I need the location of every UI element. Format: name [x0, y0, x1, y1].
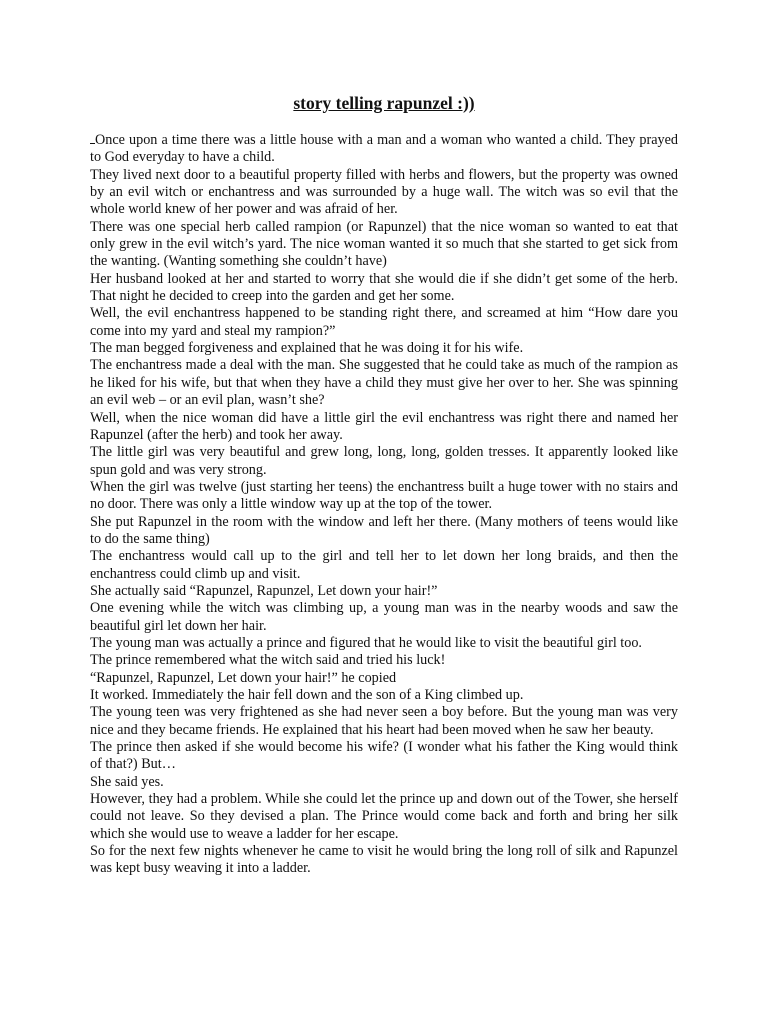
document-title: story telling rapunzel :)) [293, 93, 475, 113]
paragraph: She put Rapunzel in the room with the window and left her there. (Many mothers of teens would like to do the same thing) [90, 513, 678, 547]
paragraph [90, 131, 678, 167]
paragraph: She actually said “Rapunzel, Rapunzel, Let down your hair!” [90, 582, 438, 599]
paragraph: They lived next door to a beautiful property filled with herbs and flowers, but the property was owned by an evil witch or enchantress and was surrounded by a huge wall. The witch was so evil that the whole world knew of her power and was afraid of her. [90, 166, 678, 218]
paragraph: She said yes. [90, 773, 164, 790]
paragraph: The enchantress would call up to the girl and tell her to let down her long braids, and then the enchantress could climb up and visit. [90, 548, 678, 582]
paragraph: When the girl was twelve (just starting her teens) the enchantress built a huge tower with no stairs and no door. There was only a little window way up at the top of the tower. [90, 478, 678, 513]
paragraph: It worked. Immediately the hair fell down and the son of a King climbed up. [90, 687, 524, 703]
document-body [90, 131, 678, 878]
paragraph: The young teen was very frightened as she had never seen a boy before. But the young man was very nice and they became friends. He explained that his heart had been moved when he saw her beauty. [90, 704, 678, 738]
paragraph: The little girl was very beautiful and grew long, long, long, golden tresses. It apparently looked like spun gold and was very strong. [90, 444, 678, 478]
paragraph: The young man was actually a prince and figured that he would like to visit the beautiful girl too. [90, 634, 642, 651]
paragraph: Well, the evil enchantress happened to be standing right there, and screamed at him “How dare you come into my yard and steal my rampion?” [90, 305, 678, 339]
paragraph: One evening while the witch was climbing up, a young man was in the nearby woods and saw the beautiful girl let down her hair. [90, 600, 678, 634]
paragraph: The prince remembered what the witch said and tried his luck! [90, 652, 446, 669]
paragraph: However, they had a problem. While she could let the prince up and down out of the Tower, she herself could not leave. So they devised a plan. The Prince would come back and forth and bring her silk which she would use to weave a ladder for her escape. [90, 791, 678, 842]
paragraph: The man begged forgiveness and explained that he was doing it for his wife. [90, 340, 524, 357]
paragraph: “Rapunzel, Rapunzel, Let down your hair!” he copied [90, 669, 397, 686]
paragraph: There was one special herb called rampion (or Rapunzel) that the nice woman so wanted to eat that only grew in the evil witch’s yard. The nice woman wanted it so much that she started to get sick from the wanting. (Wanting something she couldn’t have) [90, 218, 678, 270]
paragraph: Well, when the nice woman did have a little girl the evil enchantress was right there and named her Rapunzel (after the herb) and took her away. [90, 409, 678, 443]
paragraph: Her husband looked at her and started to worry that she would die if she didn’t get some of the herb. That night he decided to creep into the garden and get her some. [90, 270, 678, 305]
paragraph: So for the next few nights whenever he came to visit he would bring the long roll of silk and Rapunzel was kept busy weaving it into a ladder. [90, 843, 678, 877]
paragraph: The enchantress made a deal with the man. She suggested that he could take as much of the rampion as he liked for his wife, but that when they have a child they must give her over to her. She was spinning an evil web – or an evil plan, wasn’t she? [90, 357, 678, 409]
paragraph: The prince then asked if she would become his wife? (I wonder what his father the King would think of that?) But… [90, 739, 678, 773]
paragraph-text: Once upon a time there was a little house with a man and a woman who wanted a child. They prayed to God everyday to have a child. [90, 132, 678, 166]
